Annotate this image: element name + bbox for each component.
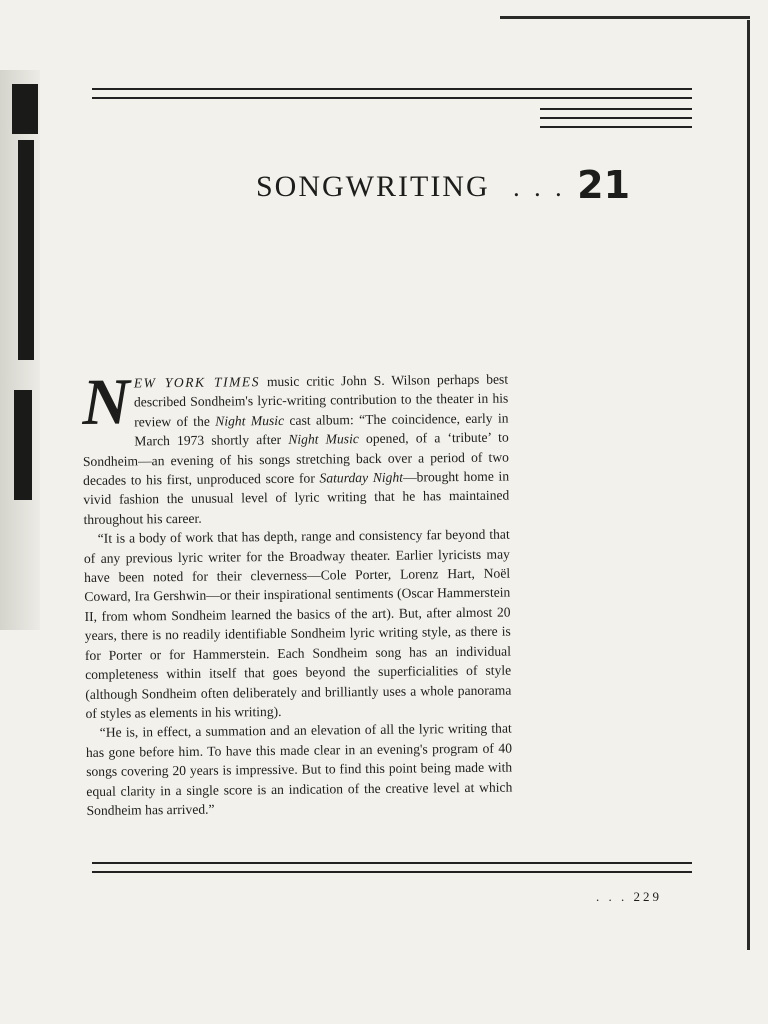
chapter-number: 21: [577, 163, 631, 207]
lead-in: EW YORK TIMES: [133, 374, 261, 391]
chapter-heading: [256, 158, 676, 208]
paragraph-3: “He is, in effect, a summation and an elevation of all the lyric writing that has gone before him. To have this made clear in an evening's program of 40 songs covering 20 years is impressive. But to find this point being made with equal clarity in a single score is an indication of the creative level at which Sondheim has arrived.”: [85, 720, 513, 818]
paragraph-text: cast album: “The coincidence, early in March 1973 shortly after: [134, 410, 509, 449]
work-title: Saturday Night: [319, 469, 404, 486]
scan-top-edge: [500, 16, 750, 19]
scan-spine-mark: [14, 390, 32, 500]
scan-left-edge: [0, 70, 40, 630]
paragraph-2: “It is a body of work that has depth, range and consistency far beyond that of any previous lyric writer for the Broadway theater. Earlier lyricists may have been noted for their cleverness—Cole Porter, Lorenz Hart, Noël Coward, Ira Gershwin—or their inspirational sentiments (Oscar Hammerstein II, from whom Sondheim learned the basics of the art). But, after almost 20 years, there is no readily identifiable Sondheim lyric writing style, as there is for Porter or for Hammerstein. Each Sondheim song has an individual completeness within itself that goes beyond the superficialities of style (although Sondheim often deliberately and brilliantly uses a whole panorama of styles as elements in his writing).: [83, 526, 512, 721]
drop-cap: N: [81, 365, 131, 439]
header-rule: [92, 97, 692, 99]
scan-spine-mark: [12, 84, 38, 134]
header-rule: [92, 88, 692, 90]
scan-spine-mark: [18, 140, 34, 360]
work-title: Night Music: [215, 412, 285, 429]
chapter-title: SONGWRITING: [256, 170, 490, 203]
header-rule-short: [540, 126, 692, 128]
paragraph-1: [81, 365, 510, 530]
footer-rule: [92, 862, 692, 864]
work-title: Night Music: [288, 431, 359, 448]
paragraph-text: music critic John S. Wilson perhaps best described Sondheim's lyric-writing contribution to the theater in his review of the: [133, 371, 509, 430]
page-number: . . . 229: [596, 889, 662, 904]
footer-rule: [92, 871, 692, 873]
header-rule-short: [540, 108, 692, 110]
paragraph-text: —brought home in vivid fashion the unusual level of lyric writing that he has maintained throughout his career.: [83, 468, 510, 527]
scan-right-edge: [747, 20, 750, 950]
header-rule-short: [540, 117, 692, 119]
body-text: [81, 365, 513, 821]
chapter-dots: . . .: [513, 173, 566, 202]
paragraph-text: opened, of a ‘tribute’ to Sondheim—an evening of his songs stretching back over a period of two decades to his first, unproduced score for: [82, 429, 509, 489]
